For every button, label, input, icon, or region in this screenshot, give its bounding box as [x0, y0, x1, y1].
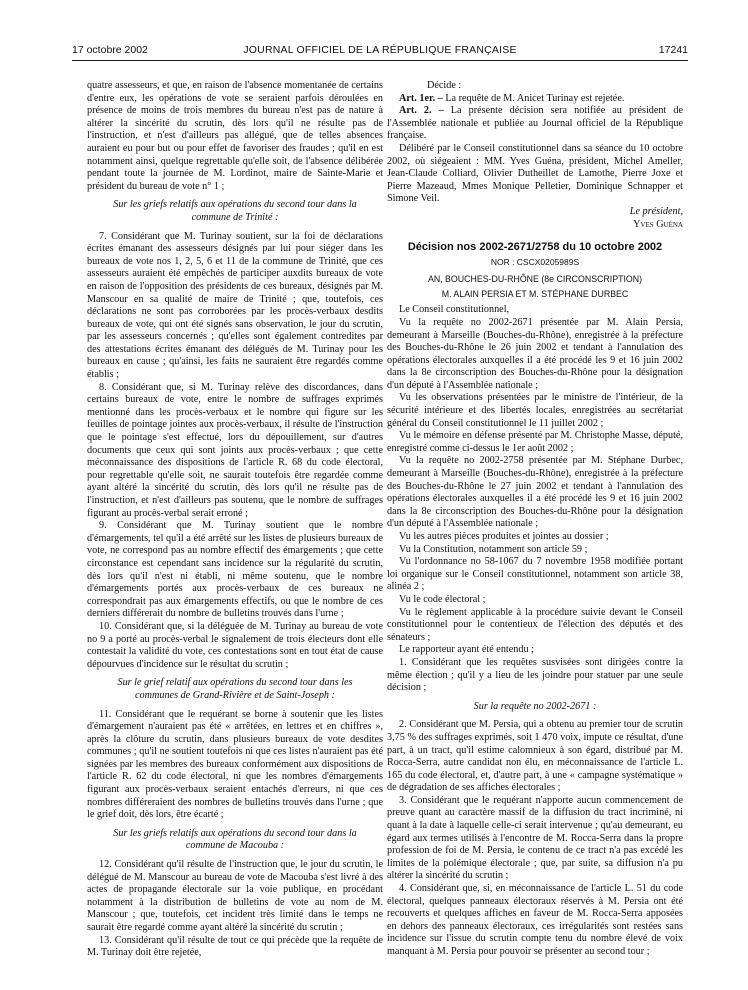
decision-nor: NOR : CSCX0205989S: [490, 256, 580, 267]
paragraph: 11. Considérant que le requérant se borne à soutenir que les listes d'émargement n'auraient pas été « arrêtées, en lettres et en chiffres », après la clôture du scrutin, dans plusieurs bureaux de vote desdites communes ; qu'il ne soutient toutefois ni que ces listes n'auraient pas été signées par les membres des bureaux conformément aux dispositions de l'article R. 62 du code électoral, ni que les nombres d'émargements figurant aux procès-verbaux seraient entachés d'erreurs, ni que ces nombres différeraient des nombres de bulletins trouvés dans l'urne ; que le grief doit, dès lors, être écarté ;: [87, 708, 383, 821]
article-1-label: Art. 1er. –: [399, 92, 443, 104]
decision-title: Décision nos 2002-2671/2758 du 10 octobre 2002: [407, 241, 663, 254]
paragraph: 13. Considérant qu'il résulte de tout ce qui précède que la requête de M. Turinay doit être rejetée,: [87, 934, 383, 959]
left-column: [87, 80, 383, 960]
paragraph: Vu les autres pièces produites et jointes au dossier ;: [399, 531, 609, 542]
header-date: 17 octobre 2002: [72, 44, 148, 56]
paragraph: Vu la Constitution, notamment son article 59 ;: [399, 543, 588, 555]
section-heading: Sur le grief relatif aux opérations du second tour dans les communes de Grand-Rivière et de Saint-Joseph :: [117, 677, 353, 701]
paragraph: quatre assesseurs, et que, en raison de l'absence momentanée de certains d'entre eux, les opérations de vote se seraient parfois déroulées en présence de moins de trois membres du bureau n'est pas de nature à altérer la sincérité du scrutin, dès lors qu'il ne résulte pas de l'instruction, et n'est d'ailleurs pas allégué, que de telles absences auraient eu pour but ou pour effet de favoriser des fraudes ; qu'il en est notamment ainsi, quelque regrettable qu'elle soit, de l'absence délibérée pendant toute la journée de M. Lordinot, maire de Sainte-Marie et président du bureau de vote n° 1 ;: [87, 80, 383, 192]
deliberation: Délibéré par le Conseil constitutionnel dans sa séance du 10 octobre 2002, où siégeaient : MM. Yves Guéna, président, Michel Ameller, Jean-Claude Colliard, Olivier Dutheillet de Lamothe, Pierre Joxe et Pierre Mazeaud, Mmes Monique Pelletier, Dominique Schnapper et Simone Veil.: [387, 142, 683, 205]
signature-name: Yves Guéna: [633, 218, 683, 230]
page-header: [72, 44, 688, 60]
paragraph: 7. Considérant que M. Turinay soutient, sur la foi de déclarations écrites émanant des assesseurs désignés par lui pour siéger dans les bureaux de vote nos 1, 2, 5, 6 et 11 de la commune de Trinité, que ces assesseurs auraient été empêchés de participer auxdits bureaux de vote en raison de l'opposition des présidents de ces bureaux, désignés par M. Manscour en sa qualité de maire de Trinité ; que, toutefois, ces déclarations ne sont pas corroborées par les procès-verbaux desdits bureaux de vote, qui ont été signés sans observation, le jour du scrutin, par les assesseurs concernés ; qu'elles sont également contredites par des attestations écrites émanant des délégués de M. Turinay pour les bureaux en cause ; qu'ainsi, les faits ne sauraient être regardés comme établis ;: [87, 230, 383, 381]
paragraph: 8. Considérant que, si M. Turinay relève des discordances, dans certains bureaux de vote, entre le nombre de suffrages exprimés mentionné dans les procès-verbaux et le nombre qui figure sur les feuilles de pointage jointes aux procès-verbaux, il résulte de l'instruction que le pointage s'est effectué, lors du dépouillement, sur d'autres documents que ceux qui sont joints aux procès-verbaux ; que cette méconnaissance des dispositions de l'article R. 68 du code électoral, pour regrettable qu'elle soit, ne saurait toutefois être regardée comme ayant altéré la sincérité du scrutin, dès lors qu'il ne résulte pas de l'instruction, et n'est d'ailleurs pas soutenu, que le nombre de suffrages figurant au procès-verbal serait erroné ;: [87, 381, 383, 519]
header-page-number: 17241: [658, 44, 688, 56]
paragraph: Vu les observations présentées par le ministre de l'intérieur, de la sécurité intérieure et des libertés locales, enregistrées au secrétariat général du Conseil constitutionnel le 11 juillet 2002 ;: [387, 392, 683, 429]
paragraph: Vu la requête no 2002-2671 présentée par M. Alain Persia, demeurant à Marseille (Bouches-du-Rhône), enregistrée à la préfecture des Bouches-du-Rhône le 26 juin 2002 et tendant à l'annulation des opérations électorales auxquelles il a été procédé les 9 et 16 juin 2002 dans la 8e circonscription des Bouches-du-Rhône pour la désignation d'un député à l'Assemblée nationale ;: [387, 316, 683, 391]
decide-label: Décide :: [427, 80, 462, 91]
paragraph: Vu la requête no 2002-2758 présentée par M. Stéphane Durbec, demeurant à Marseille (Bouches-du-Rhône), enregistrée à la préfecture des Bouches-du-Rhône le 27 juin 2002 et tendant à l'annulation des opérations électorales auxquelles il a été procédé les 9 et 16 juin 2002 dans la 8e circonscription des Bouches-du-Rhône pour la désignation d'un député à l'Assemblée nationale ;: [387, 455, 683, 530]
paragraph: 9. Considérant que M. Turinay soutient que le nombre d'émargements, tel qu'il a été arrêté sur les listes de plusieurs bureaux de vote, ne correspond pas au nombre effectif des émargements ; que cette circonstance est cependant sans incidence sur la régularité du scrutin, dès lors qu'il n'est ni établi, ni même soutenu, que le nombre d'émargements portés aux procès-verbaux de ces bureaux ne correspondrait pas aux émargements effectifs, ou que le nombre de ces derniers différerait du nombre de bulletins trouvés dans l'urne ;: [87, 520, 383, 620]
paragraph: Vu le règlement applicable à la procédure suivie devant le Conseil constitutionnel pour le contentieux de l'élection des députés et des sénateurs ;: [387, 606, 683, 643]
paragraph: 12. Considérant qu'il résulte de l'instruction que, le jour du scrutin, le délégué de M. Manscour au bureau de vote de Macouba s'est livré à des actes de propagande électorale sur la voie publique, en procédant notamment à la distribution de bulletins de vote au nom de M. Manscour ; que, toutefois, cet incident très limité dans le temps ne saurait être regardé comme ayant altéré la sincérité du scrutin ;: [87, 859, 383, 933]
decision-parties: M. ALAIN PERSIA ET M. STÉPHANE DURBEC: [441, 289, 629, 300]
section-heading: Sur la requête no 2002-2671 :: [473, 700, 597, 712]
article-2: [387, 105, 683, 143]
right-column: [387, 80, 683, 959]
article-1: [387, 93, 683, 106]
decision-circonscription: AN, BOUCHES-DU-RHÔNE (8e CIRCONSCRIPTION): [427, 274, 643, 285]
paragraph: 1. Considérant que les requêtes susvisées sont dirigées contre la même élection ; qu'il y a lieu de les joindre pour statuer par une seule décision ;: [387, 656, 683, 694]
header-rule: [72, 60, 688, 61]
article-2-label: Art. 2. –: [399, 105, 444, 117]
paragraph: Vu l'ordonnance no 58-1067 du 7 novembre 1958 modifiée portant loi organique sur le Conseil constitutionnel, notamment son article 38, alinéa 2 ;: [387, 556, 683, 593]
signature-role: Le président,: [629, 205, 683, 217]
decision-body: [387, 304, 683, 958]
header-title: JOURNAL OFFICIEL DE LA RÉPUBLIQUE FRANÇAISE: [243, 44, 517, 56]
paragraph: Vu le mémoire en défense présenté par M. Christophe Masse, député, enregistré comme ci-dessus le 1er août 2002 ;: [387, 430, 683, 454]
paragraph: 10. Considérant que, si la déléguée de M. Turinay au bureau de vote no 9 a porté au procès-verbal le signalement de trois électeurs dont elle contestait la validité du vote, ces contestations sont en tout état de cause dépourvues d'incidence sur le résultat du scrutin ;: [87, 620, 383, 670]
paragraph: Vu le code électoral ;: [399, 593, 486, 605]
article-1-text: La requête de M. Anicet Turinay est rejetée.: [445, 92, 625, 104]
paragraph: 3. Considérant que le requérant n'apporte aucun commencement de preuve quant au caractère massif de la diffusion du tract incriminé, ni quant à la date à laquelle celle-ci serait intervenue ; qu'au demeurant, eu égard aux termes utilisés à l'encontre de M. Rocca-Serra dans la propre profession de foi de M. Persia, le contenu de ce tract n'a pas excédé les limites de la polémique électorale ; que, par suite, sa diffusion n'a pu altérer la sincérité du scrutin ;: [387, 794, 683, 882]
paragraph: Le Conseil constitutionnel,: [399, 304, 510, 316]
paragraph: 2. Considérant que M. Persia, qui a obtenu au premier tour de scrutin 3,75 % des suffrages exprimés, soit 1 470 voix, impute ce résultat, d'une part, à un tract, qu'il estime calomnieux à son égard, distribué par M. Rocca-Serra, autre candidat non élu, en méconnaissance de l'article L. 165 du code électoral, et, d'autre part, à une « campagne systématique » de dégradation de ses affiches électorales ;: [387, 719, 683, 794]
paragraph: 4. Considérant que, si, en méconnaissance de l'article L. 51 du code électoral, quelques panneaux électoraux réservés à M. Persia ont été recouverts et quelques affiches en faveur de M. Rocca-Serra apposées en dehors des panneaux électoraux, ces irrégularités sont restées sans incidence sur l'issue du scrutin compte tenu du nombre élevé de voix manquant à M. Persia pour pouvoir se présenter au second tour ;: [387, 883, 683, 957]
section-heading: Sur les griefs relatifs aux opérations du second tour dans la commune de Trinité :: [113, 199, 357, 223]
paragraph: Le rapporteur ayant été entendu ;: [399, 644, 534, 656]
section-heading: Sur les griefs relatifs aux opérations du second tour dans la commune de Macouba :: [113, 827, 357, 852]
article-2-text: La présente décision sera notifiée au président de l'Assemblée nationale et publiée au Journal officiel de la République française.: [387, 105, 683, 142]
